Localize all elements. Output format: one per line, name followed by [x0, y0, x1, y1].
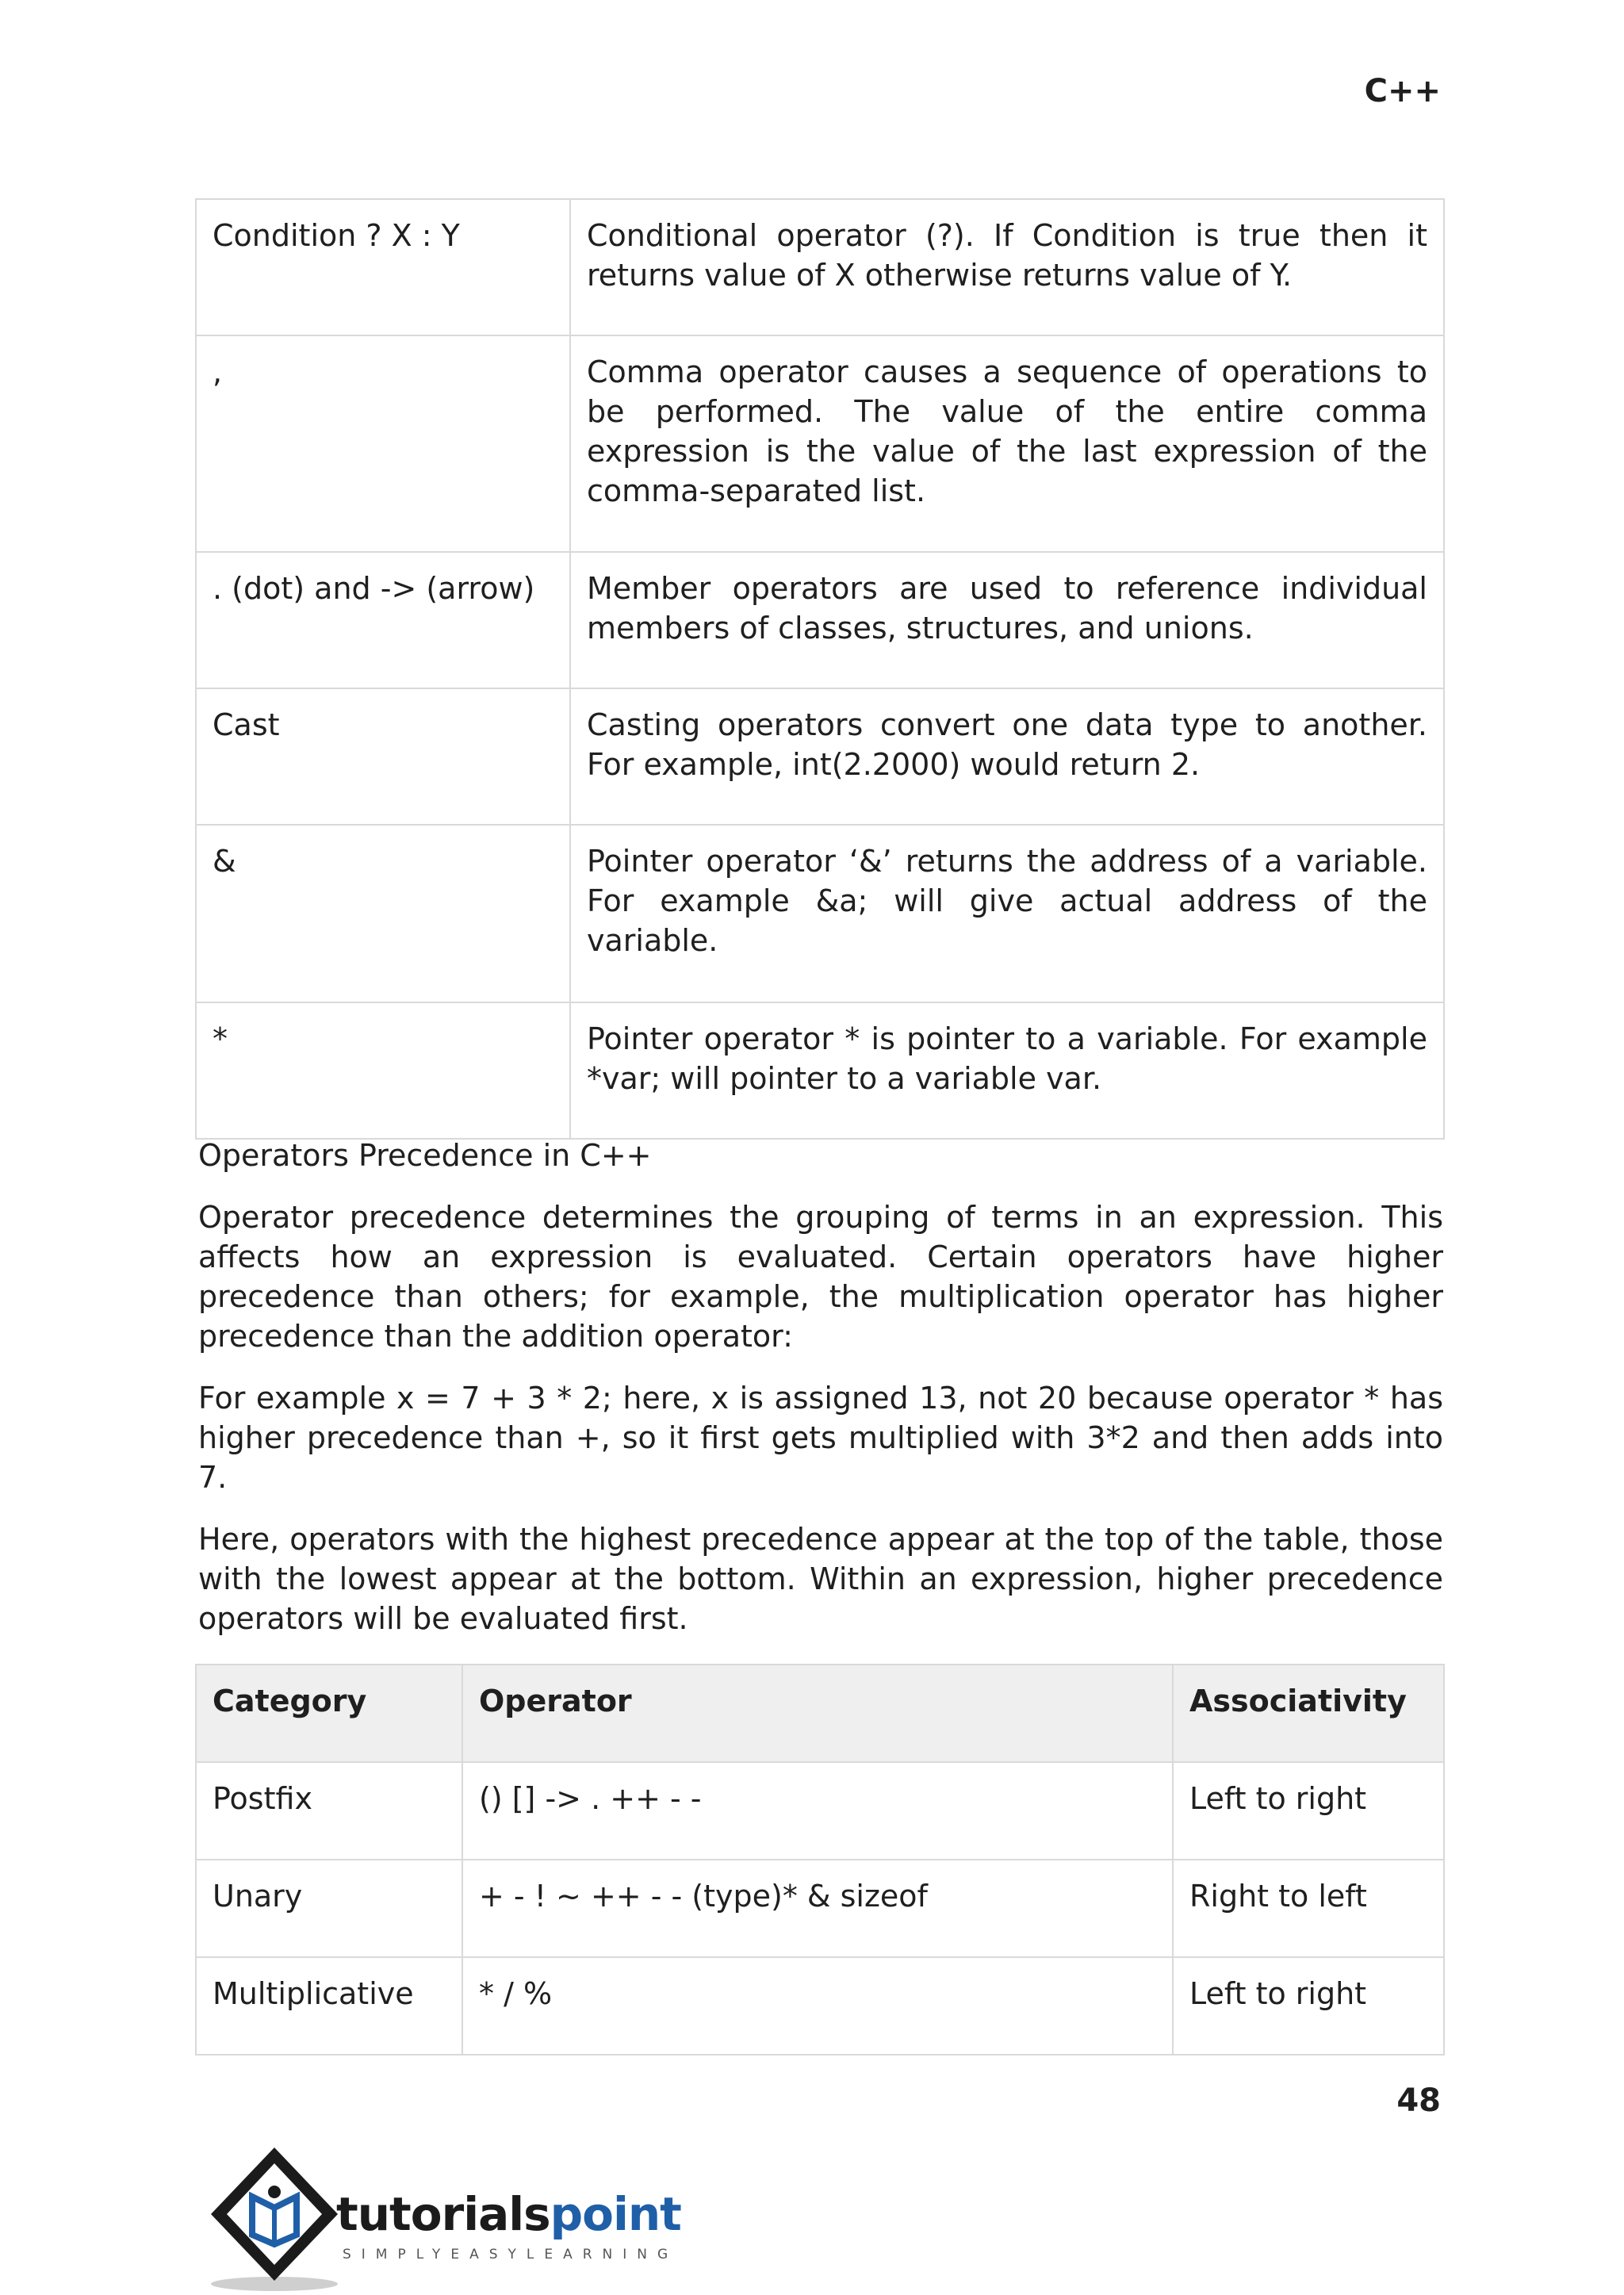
svg-text:tutorialspoint — [336, 2187, 681, 2241]
logo-text-main: tutorials — [336, 2187, 550, 2241]
table-row — [196, 199, 1444, 335]
logo-text-accent: point — [550, 2187, 681, 2241]
description-cell: Casting operators convert one data type to another. For example, int(2.2000) would return 2. — [570, 688, 1444, 825]
paragraph-precedence-intro: Operator precedence determines the grouping of terms in an expression. This affects how an expression is evaluated. Certain operators have higher precedence than others; for example, the multiplication operator has higher precedence than the addition operator: — [198, 1200, 1443, 1354]
page-number: 48 — [1396, 2082, 1441, 2119]
table-header-row — [196, 1665, 1444, 1762]
section-title: Operators Precedence in C++ — [198, 1138, 652, 1173]
column-header-operator: Operator — [462, 1665, 1173, 1762]
category-cell: Unary — [196, 1860, 462, 1957]
operator-cell: * — [196, 1002, 570, 1139]
description-cell: Member operators are used to reference individual members of classes, structures, and unions. — [570, 552, 1444, 688]
operator-cell: * / % — [462, 1957, 1173, 2055]
associativity-cell: Left to right — [1173, 1957, 1444, 2055]
table-row — [196, 552, 1444, 688]
paragraph-table-explanation: Here, operators with the highest precedence appear at the top of the table, those with the lowest appear at the bottom. Within an expression, higher precedence operators will be evaluated first. — [198, 1522, 1443, 1636]
operator-cell: & — [196, 825, 570, 1002]
table-row — [196, 1762, 1444, 1860]
logo-tagline: SIMPLYEASYLEARNING — [343, 2247, 679, 2262]
category-cell: Postfix — [196, 1762, 462, 1860]
table-row — [196, 688, 1444, 825]
operators-table — [195, 198, 1445, 1140]
logo-person-icon — [268, 2186, 281, 2198]
table-row — [196, 1860, 1444, 1957]
running-header-title: C++ — [1364, 73, 1441, 109]
operator-cell: , — [196, 335, 570, 552]
column-header-associativity: Associativity — [1173, 1665, 1444, 1762]
tutorialspoint-logo — [195, 2141, 687, 2292]
operator-cell: Condition ? X : Y — [196, 199, 570, 335]
table-row — [196, 335, 1444, 552]
table-row — [196, 1957, 1444, 2055]
associativity-cell: Left to right — [1173, 1762, 1444, 1860]
operator-cell: + - ! ~ ++ - - (type)* & sizeof — [462, 1860, 1173, 1957]
table-row — [196, 1002, 1444, 1139]
table-row — [196, 825, 1444, 1002]
operator-cell: () [] -> . ++ - - — [462, 1762, 1173, 1860]
precedence-table — [195, 1664, 1445, 2056]
operator-cell: . (dot) and -> (arrow) — [196, 552, 570, 688]
description-cell: Comma operator causes a sequence of operations to be performed. The value of the entire comma expression is the value of the last expression of the comma-separated list. — [570, 335, 1444, 552]
description-cell: Pointer operator ‘&’ returns the address of a variable. For example &a; will give actual address of the variable. — [570, 825, 1444, 1002]
paragraph-example: For example x = 7 + 3 * 2; here, x is assigned 13, not 20 because operator * has higher precedence than +, so it first gets multiplied with 3*2 and then adds into 7. — [198, 1381, 1443, 1495]
description-cell: Conditional operator (?). If Condition is true then it returns value of X otherwise returns value of Y. — [570, 199, 1444, 335]
description-cell: Pointer operator * is pointer to a variable. For example *var; will pointer to a variable var. — [570, 1002, 1444, 1139]
category-cell: Multiplicative — [196, 1957, 462, 2055]
column-header-category: Category — [196, 1665, 462, 1762]
associativity-cell: Right to left — [1173, 1860, 1444, 1957]
operator-cell: Cast — [196, 688, 570, 825]
